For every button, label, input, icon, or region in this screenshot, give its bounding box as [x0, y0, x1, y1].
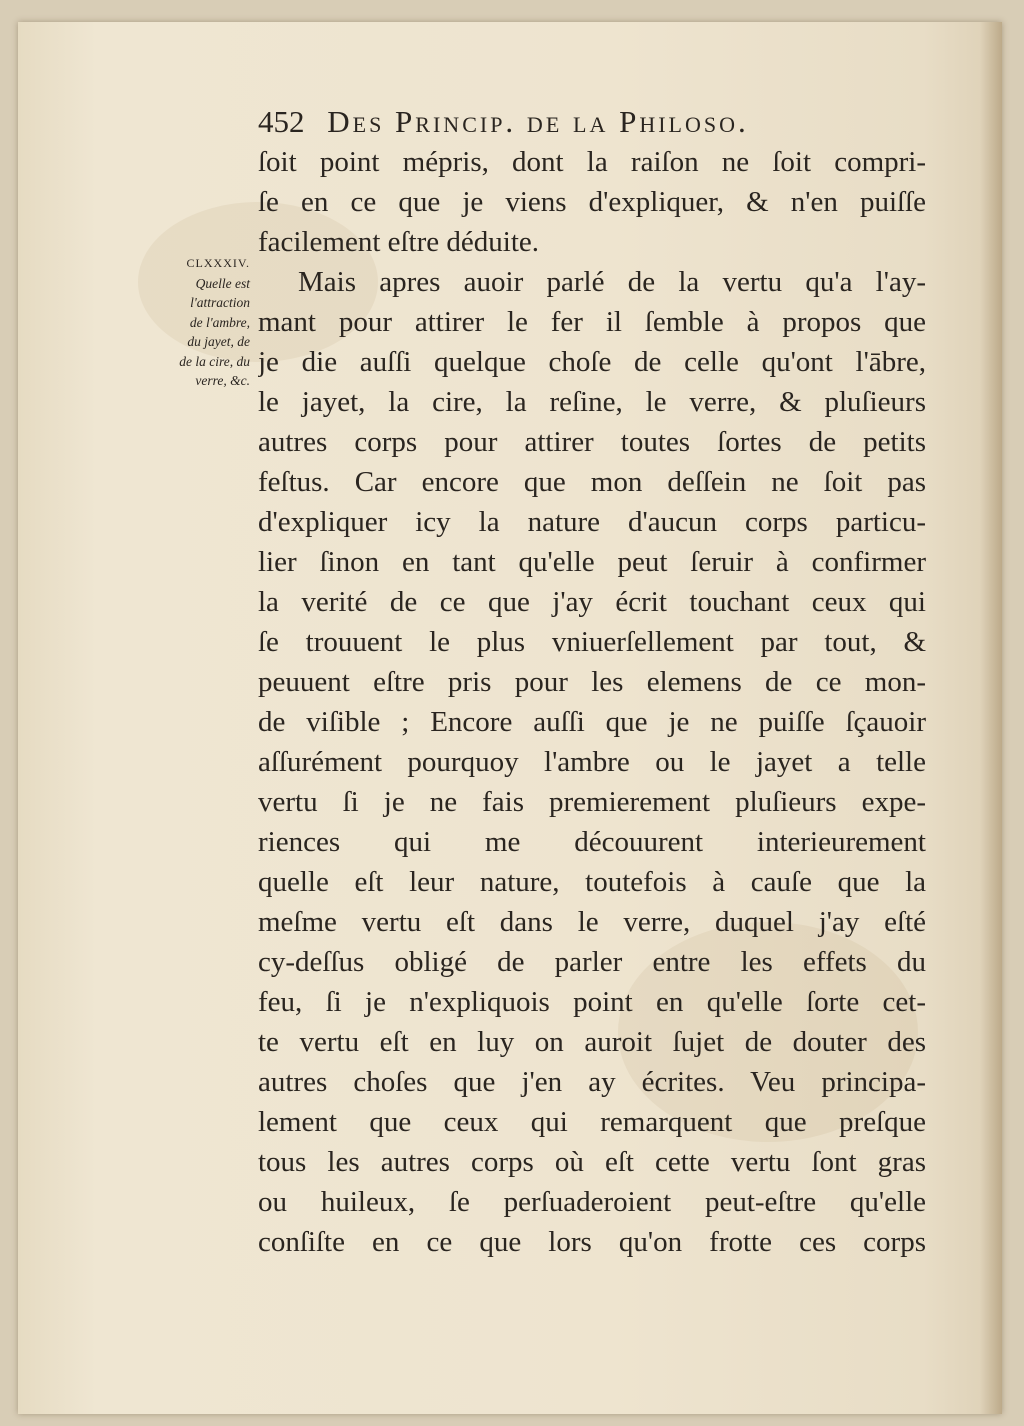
- page-number: 452: [258, 104, 305, 139]
- text-line: lier ſinon en tant qu'elle peut ſeruir à confirmer: [258, 546, 926, 578]
- text-line: aſſurément pourquoy l'ambre ou le jayet a telle: [258, 746, 926, 778]
- text-line: ſoit point mépris, dont la raiſon ne ſoit compri-: [258, 146, 926, 178]
- text-line: vertu ſi je ne fais premierement pluſieurs expe-: [258, 786, 926, 818]
- text-line: d'expliquer icy la nature d'aucun corps particu-: [258, 506, 926, 538]
- text-line: facilement eſtre déduite.: [258, 226, 539, 258]
- text-line: ſe trouuent le plus vniuerſellement par tout, &: [258, 626, 926, 658]
- margin-note-line: l'attraction: [190, 295, 250, 310]
- text-line: ou huileux, ſe perſuaderoient peut-eſtre qu'elle: [258, 1186, 926, 1218]
- text-line: tous les autres corps où eſt cette vertu ſont gras: [258, 1146, 926, 1178]
- text-line: peuuent eſtre pris pour les elemens de ce mon-: [258, 666, 926, 698]
- text-line: cy-deſſus obligé de parler entre les effets du: [258, 946, 926, 978]
- page-edge-shadow: [980, 22, 1002, 1414]
- text-line: conſiſte en ce que lors qu'on frotte ces corps: [258, 1226, 926, 1258]
- margin-note: [138, 254, 250, 391]
- text-line: te vertu eſt en luy on auroit ſujet de douter des: [258, 1026, 926, 1058]
- text-line: feſtus. Car encore que mon deſſein ne ſoit pas: [258, 466, 926, 498]
- text-line: autres choſes que j'en ay écrites. Veu principa-: [258, 1066, 926, 1098]
- text-line: quelle eſt leur nature, toutefois à cauſe que la: [258, 866, 926, 898]
- text-line: lement que ceux qui remarquent que preſque: [258, 1106, 926, 1138]
- text-line: ſe en ce que je viens d'expliquer, & n'en puiſſe: [258, 186, 926, 218]
- margin-note-line: de la cire, du: [179, 353, 250, 369]
- text-line: riences qui me découurent interieurement: [258, 826, 926, 858]
- book-page: [18, 22, 1002, 1414]
- text-line: la verité de ce que j'ay écrit touchant ceux qui: [258, 586, 926, 618]
- body-text: [258, 142, 926, 1262]
- running-title: Des Princip. de la Philoso.: [327, 104, 749, 139]
- text-line: Mais apres auoir parlé de la vertu qu'a l'ay-: [298, 266, 926, 298]
- margin-note-line: Quelle est: [195, 275, 250, 291]
- text-line: le jayet, la cire, la reſine, le verre, & pluſieurs: [258, 386, 926, 418]
- text-line: feu, ſi je n'expliquois point en qu'elle ſorte cet-: [258, 986, 926, 1018]
- text-line: autres corps pour attirer toutes ſortes de petits: [258, 426, 926, 458]
- text-line: de viſible ; Encore auſſi que je ne puiſſe ſçauoir: [258, 706, 926, 738]
- text-line: meſme vertu eſt dans le verre, duquel j'ay eſté: [258, 906, 926, 938]
- margin-note-line: du jayet, de: [187, 334, 250, 349]
- margin-note-line: verre, &c.: [195, 373, 250, 388]
- text-line: mant pour attirer le fer il ſemble à propos que: [258, 306, 926, 338]
- margin-note-number: CLXXXIV.: [186, 256, 250, 270]
- margin-note-line: de l'ambre,: [189, 314, 250, 330]
- text-line: je die auſſi quelque choſe de celle qu'ont l'ābre,: [258, 346, 926, 378]
